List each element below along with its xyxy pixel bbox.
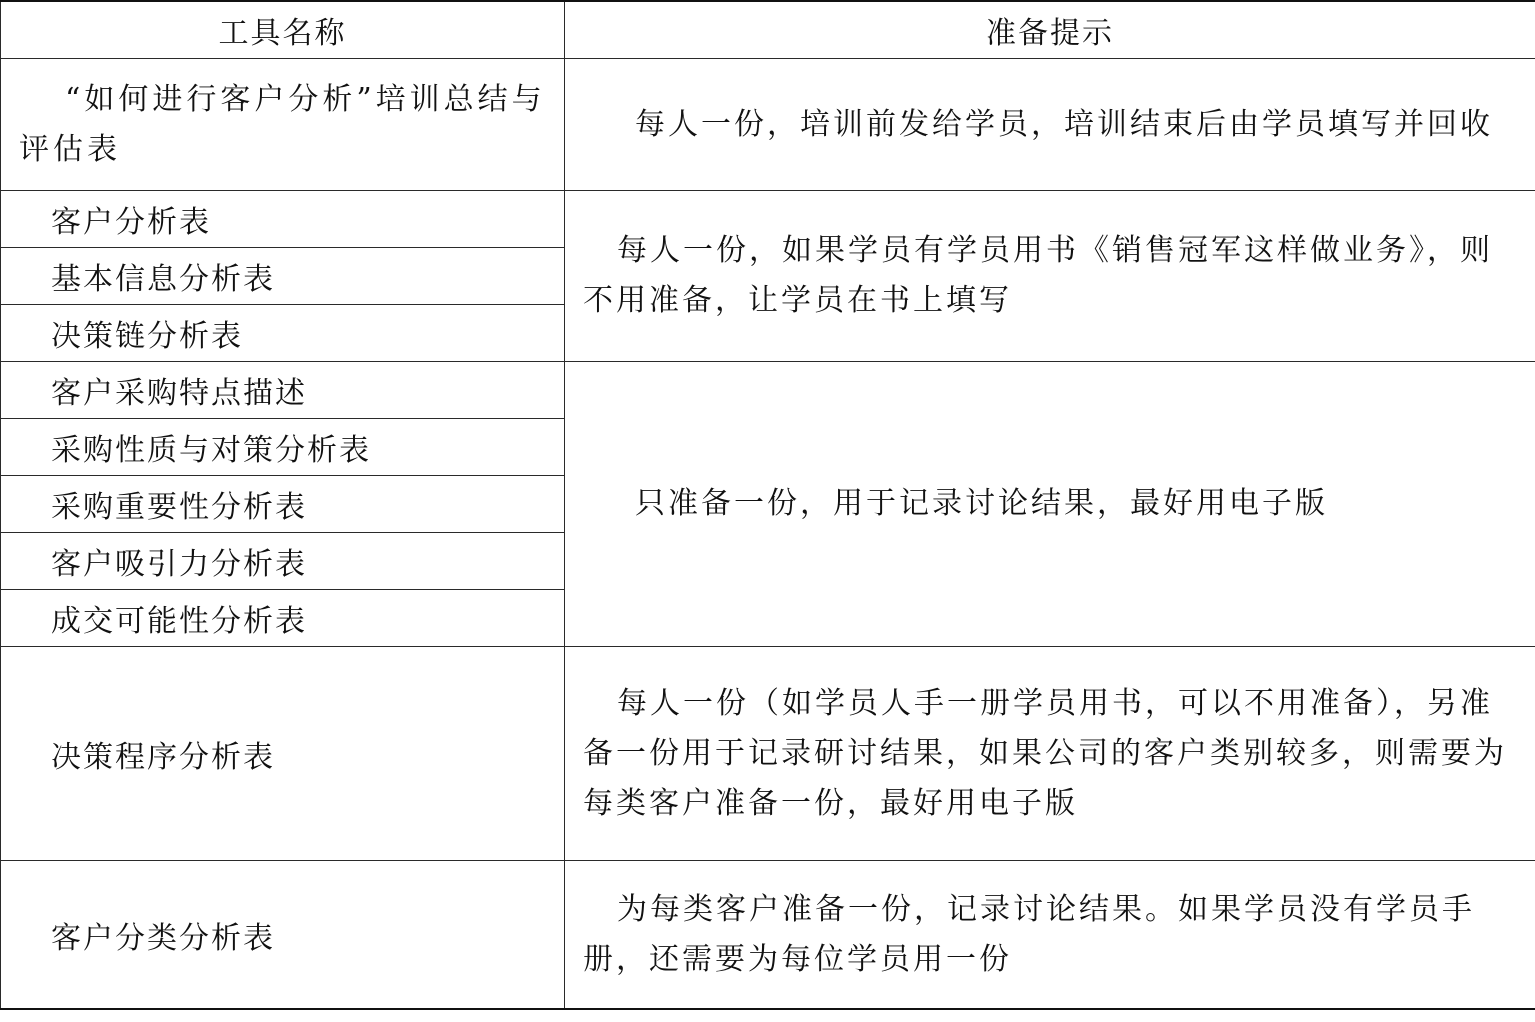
tool-name-cell: 基本信息分析表: [1, 248, 565, 305]
tool-name-cell: 客户分析表: [1, 191, 565, 248]
prep-tip-cell: 每人一份（如学员人手一册学员用书，可以不用准备），另准备一份用于记录研讨结果，如果公司的客户类别较多，则需要为每类客户准备一份，最好用电子版: [565, 647, 1535, 861]
table-row: [1, 59, 1535, 191]
tool-name-cell: 客户分类分析表: [1, 861, 565, 1010]
header-row: [1, 1, 1535, 59]
prep-tip-cell: 每人一份，如果学员有学员用书《销售冠军这样做业务》，则不用准备，让学员在书上填写: [565, 191, 1535, 362]
table-row: [1, 647, 1535, 861]
tool-name-cell: 客户吸引力分析表: [1, 533, 565, 590]
tool-name-cell: 采购性质与对策分析表: [1, 419, 565, 476]
tool-name-cell: 决策程序分析表: [1, 647, 565, 861]
tool-name-cell: 客户采购特点描述: [1, 362, 565, 419]
prep-tip-cell: 每人一份，培训前发给学员，培训结束后由学员填写并回收: [565, 59, 1535, 191]
tool-name-cell: 决策链分析表: [1, 305, 565, 362]
prep-tip-cell: 为每类客户准备一份，记录讨论结果。如果学员没有学员手册，还需要为每位学员用一份: [565, 861, 1535, 1010]
table-row: [1, 362, 1535, 419]
tool-name-cell: “如何进行客户分析”培训总结与评估表: [1, 59, 565, 191]
prep-tip-cell: 只准备一份，用于记录讨论结果，最好用电子版: [565, 362, 1535, 647]
header-prep-tip: 准备提示: [565, 1, 1535, 59]
table-row: [1, 861, 1535, 1010]
table-row: [1, 191, 1535, 248]
tool-name-cell: 采购重要性分析表: [1, 476, 565, 533]
header-tool-name: 工具名称: [1, 1, 565, 59]
tool-name-cell: 成交可能性分析表: [1, 590, 565, 647]
